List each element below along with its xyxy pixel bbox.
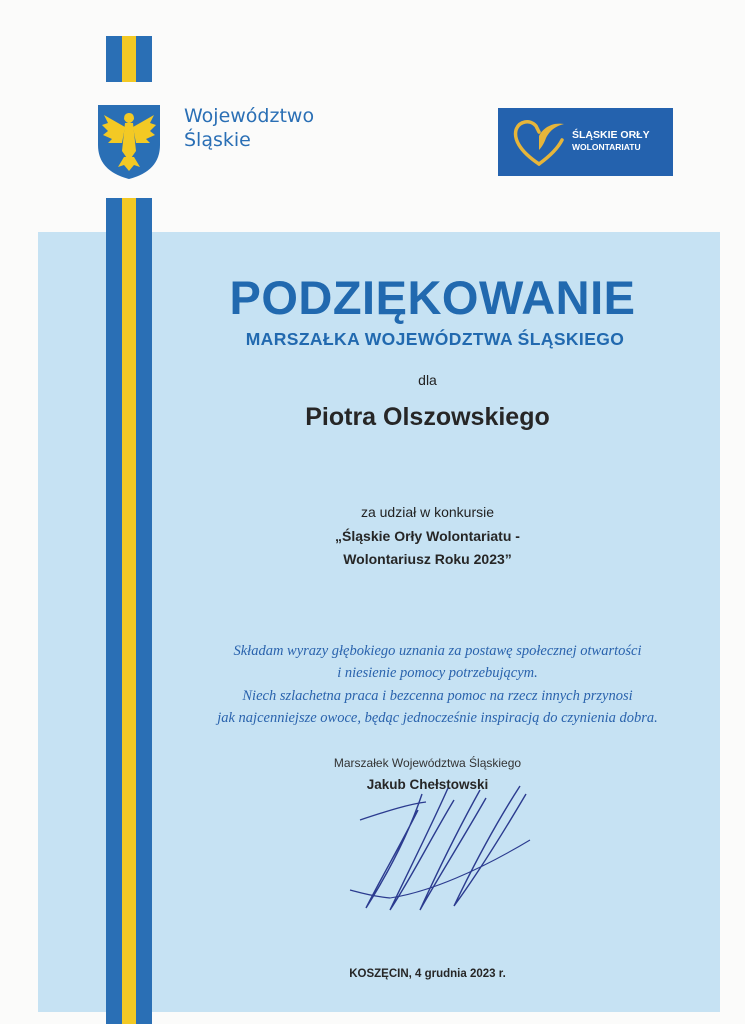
message-line: Składam wyrazy głębokiego uznania za postawę społecznej otwartości <box>233 643 642 659</box>
signer-name: Jakub Chełstowski <box>366 777 489 792</box>
eagle-crest-icon <box>94 101 164 181</box>
heart-bird-icon <box>510 114 568 170</box>
for-word: dla <box>418 372 437 388</box>
certificate-title: PODZIĘKOWANIE <box>229 271 636 324</box>
contest-name-line1: „Śląskie Orły Wolontariatu - <box>335 528 520 544</box>
message-line: Niech szlachetna praca i bezcenna pomoc na rzecz innych przynosi <box>242 688 633 704</box>
region-name <box>184 104 314 152</box>
handwritten-signature <box>330 780 550 920</box>
message-line: jak najcenniejsze owoce, będąc jednocześnie inspiracją do czynienia dobra. <box>217 710 658 726</box>
region-name-line1: Województwo <box>184 105 315 127</box>
certificate-subtitle: MARSZAŁKA WOJEWÓDZTWA ŚLĄSKIEGO <box>245 329 625 349</box>
badge-line2: WOLONTARIATU <box>572 142 641 152</box>
volunteering-badge <box>498 108 673 176</box>
flag-stripe-top <box>106 36 152 82</box>
contest-intro: za udział w konkursie <box>360 504 495 520</box>
badge-line1: ŚLĄSKIE ORŁY <box>572 129 650 141</box>
region-name-line2: Śląskie <box>184 129 251 151</box>
signer-title: Marszałek Województwa Śląskiego <box>333 756 522 770</box>
message-line: i niesienie pomocy potrzebującym. <box>337 665 538 681</box>
contest-name-line2: Wolontariusz Roku 2023” <box>343 551 512 567</box>
place-and-date: KOSZĘCIN, 4 grudnia 2023 r. <box>349 968 506 980</box>
recipient-name: Piotra Olszowskiego <box>305 403 550 431</box>
